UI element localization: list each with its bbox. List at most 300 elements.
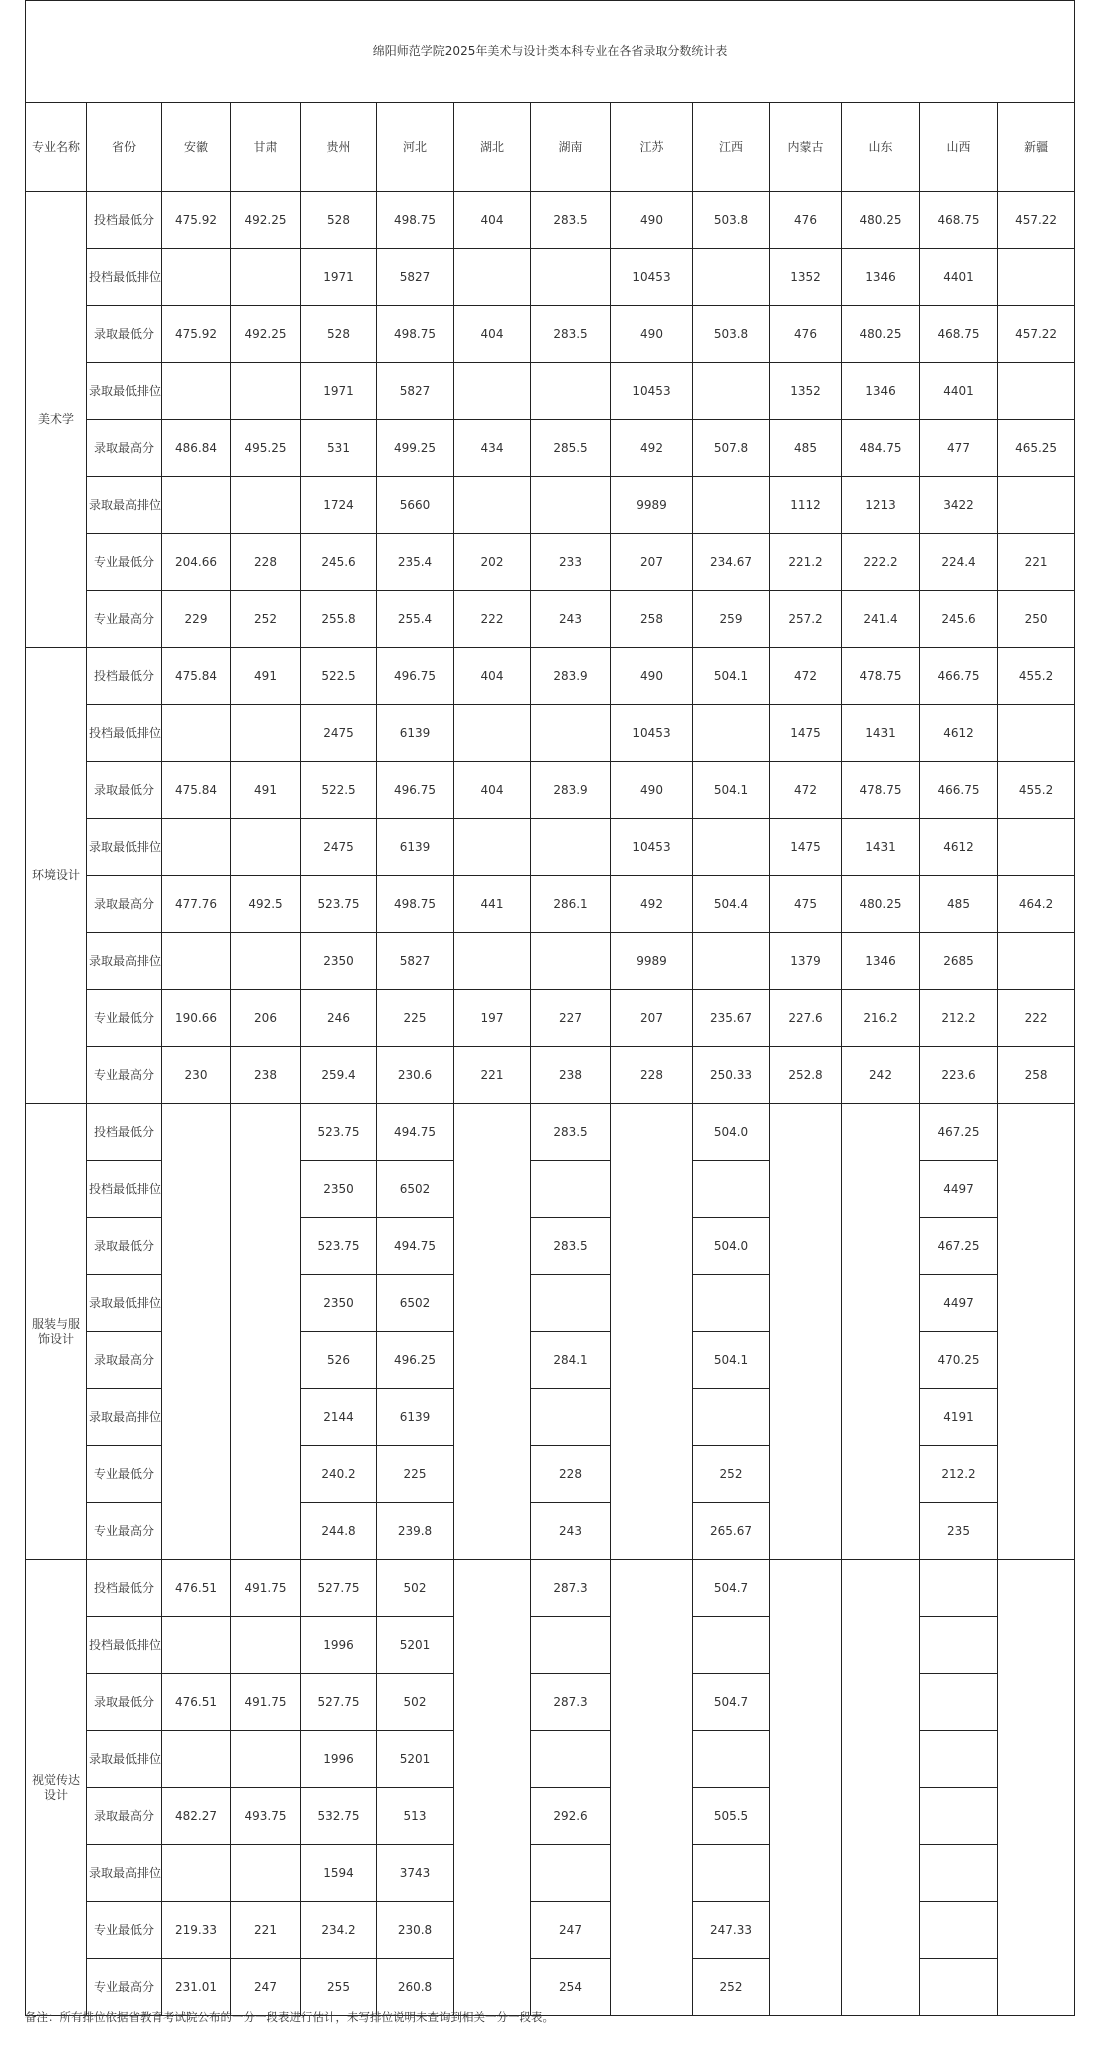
metric-label-cell: 专业最低分: [87, 1446, 162, 1503]
score-cell: 4191: [920, 1389, 998, 1446]
score-cell: 491: [231, 648, 301, 705]
metric-label-cell: 录取最高排位: [87, 933, 162, 990]
score-cell: 5827: [377, 933, 454, 990]
score-cell: 283.9: [531, 762, 611, 819]
score-cell: [998, 933, 1075, 990]
score-cell: 247: [231, 1959, 301, 2016]
score-cell: 5201: [377, 1617, 454, 1674]
score-cell: 480.25: [842, 876, 920, 933]
score-cell: 2350: [301, 1161, 377, 1218]
header-province-1: 甘肃: [231, 103, 301, 192]
major-name-cell: 环境设计: [26, 648, 87, 1104]
score-cell: [920, 1731, 998, 1788]
score-cell: 492.5: [231, 876, 301, 933]
score-cell: [920, 1617, 998, 1674]
score-cell: 492.25: [231, 306, 301, 363]
score-cell: 206: [231, 990, 301, 1047]
score-cell: 287.3: [531, 1560, 611, 1617]
score-cell: [998, 705, 1075, 762]
score-cell: 5827: [377, 249, 454, 306]
score-cell: 478.75: [842, 762, 920, 819]
score-cell: 228: [231, 534, 301, 591]
major-name-cell: 服装与服饰设计: [26, 1104, 87, 1560]
table-row: [26, 933, 1075, 990]
score-cell: 1346: [842, 249, 920, 306]
score-cell: 241.4: [842, 591, 920, 648]
metric-label-cell: 投档最低分: [87, 1104, 162, 1161]
score-cell: 475.92: [162, 306, 231, 363]
score-cell: 225: [377, 1446, 454, 1503]
score-cell: 227: [531, 990, 611, 1047]
metric-label-cell: 投档最低排位: [87, 1617, 162, 1674]
score-cell: [162, 363, 231, 420]
score-cell: [231, 933, 301, 990]
score-cell: 231.01: [162, 1959, 231, 2016]
score-cell: 468.75: [920, 192, 998, 249]
score-cell: [162, 477, 231, 534]
header-province-0: 安徽: [162, 103, 231, 192]
score-cell: 2350: [301, 1275, 377, 1332]
score-cell: 1971: [301, 363, 377, 420]
score-cell: 476: [770, 306, 842, 363]
metric-label-cell: 专业最高分: [87, 1503, 162, 1560]
header-province-4: 湖北: [454, 103, 531, 192]
score-cell: 283.5: [531, 1218, 611, 1275]
score-cell: 258: [611, 591, 693, 648]
score-cell: 467.25: [920, 1218, 998, 1275]
score-cell: 464.2: [998, 876, 1075, 933]
table-row: [26, 876, 1075, 933]
metric-label-cell: 专业最高分: [87, 1959, 162, 2016]
score-cell: 441: [454, 876, 531, 933]
score-cell: 528: [301, 192, 377, 249]
score-cell: 504.7: [693, 1560, 770, 1617]
score-cell: [920, 1788, 998, 1845]
score-cell: 239.8: [377, 1503, 454, 1560]
score-cell: 2685: [920, 933, 998, 990]
empty-merged-cell: [611, 1104, 693, 1560]
score-cell: [693, 705, 770, 762]
score-cell: 2475: [301, 705, 377, 762]
table-row: [26, 306, 1075, 363]
score-cell: 283.5: [531, 1104, 611, 1161]
score-cell: [920, 1560, 998, 1617]
score-cell: [998, 477, 1075, 534]
score-cell: [531, 1275, 611, 1332]
score-cell: 498.75: [377, 192, 454, 249]
metric-label-cell: 投档最低分: [87, 192, 162, 249]
score-cell: 498.75: [377, 306, 454, 363]
score-cell: 197: [454, 990, 531, 1047]
table-row: [26, 705, 1075, 762]
score-cell: [531, 705, 611, 762]
score-cell: 259: [693, 591, 770, 648]
score-cell: 238: [231, 1047, 301, 1104]
score-cell: 523.75: [301, 876, 377, 933]
table-row: [26, 249, 1075, 306]
score-cell: 10453: [611, 705, 693, 762]
score-cell: 1431: [842, 819, 920, 876]
score-cell: [162, 819, 231, 876]
score-cell: 1379: [770, 933, 842, 990]
score-cell: 234.67: [693, 534, 770, 591]
score-cell: [454, 363, 531, 420]
score-cell: 238: [531, 1047, 611, 1104]
score-cell: 2475: [301, 819, 377, 876]
header-row: [26, 103, 1075, 192]
score-cell: 9989: [611, 933, 693, 990]
score-cell: 9989: [611, 477, 693, 534]
score-cell: 204.66: [162, 534, 231, 591]
score-cell: 490: [611, 648, 693, 705]
header-province-10: 山西: [920, 103, 998, 192]
empty-merged-cell: [454, 1560, 531, 2016]
score-cell: 504.1: [693, 648, 770, 705]
metric-label-cell: 录取最高分: [87, 876, 162, 933]
score-cell: 235.4: [377, 534, 454, 591]
score-cell: 221: [454, 1047, 531, 1104]
score-cell: 230.8: [377, 1902, 454, 1959]
score-cell: 2350: [301, 933, 377, 990]
score-cell: 491.75: [231, 1560, 301, 1617]
score-cell: 250: [998, 591, 1075, 648]
admission-score-table: [25, 0, 1075, 2016]
score-cell: 455.2: [998, 762, 1075, 819]
score-cell: 202: [454, 534, 531, 591]
metric-label-cell: 投档最低分: [87, 1560, 162, 1617]
title-row: [26, 1, 1075, 103]
metric-label-cell: 专业最低分: [87, 990, 162, 1047]
header-province-7: 江西: [693, 103, 770, 192]
score-cell: 235.67: [693, 990, 770, 1047]
table-row: [26, 1560, 1075, 1617]
score-cell: 1352: [770, 249, 842, 306]
metric-label-cell: 投档最低排位: [87, 1161, 162, 1218]
table-row: [26, 762, 1075, 819]
score-cell: 285.5: [531, 420, 611, 477]
score-cell: [920, 1845, 998, 1902]
score-cell: 207: [611, 990, 693, 1047]
empty-merged-cell: [770, 1104, 842, 1560]
score-cell: [531, 933, 611, 990]
score-cell: [693, 1731, 770, 1788]
score-cell: 4612: [920, 819, 998, 876]
metric-label-cell: 录取最低分: [87, 306, 162, 363]
score-cell: 477.76: [162, 876, 231, 933]
score-cell: 287.3: [531, 1674, 611, 1731]
score-cell: 455.2: [998, 648, 1075, 705]
score-cell: 4401: [920, 249, 998, 306]
empty-merged-cell: [998, 1560, 1075, 2016]
empty-merged-cell: [162, 1104, 231, 1560]
table-row: [26, 819, 1075, 876]
score-cell: 292.6: [531, 1788, 611, 1845]
metric-label-cell: 投档最低分: [87, 648, 162, 705]
score-cell: 495.25: [231, 420, 301, 477]
score-cell: [693, 363, 770, 420]
score-cell: 475.84: [162, 762, 231, 819]
score-cell: 434: [454, 420, 531, 477]
score-cell: 526: [301, 1332, 377, 1389]
metric-label-cell: 录取最高分: [87, 1332, 162, 1389]
score-cell: 229: [162, 591, 231, 648]
score-cell: 480.25: [842, 306, 920, 363]
score-cell: 504.1: [693, 762, 770, 819]
table-row: [26, 534, 1075, 591]
metric-label-cell: 录取最低分: [87, 762, 162, 819]
score-cell: 457.22: [998, 192, 1075, 249]
score-cell: 4401: [920, 363, 998, 420]
score-cell: [454, 477, 531, 534]
score-cell: 222.2: [842, 534, 920, 591]
score-cell: 212.2: [920, 1446, 998, 1503]
score-cell: 504.7: [693, 1674, 770, 1731]
score-cell: 245.6: [920, 591, 998, 648]
metric-label-cell: 专业最高分: [87, 591, 162, 648]
empty-merged-cell: [842, 1560, 920, 2016]
metric-label-cell: 录取最高排位: [87, 1845, 162, 1902]
metric-label-cell: 录取最低排位: [87, 1731, 162, 1788]
score-cell: [162, 705, 231, 762]
score-cell: 252.8: [770, 1047, 842, 1104]
metric-label-cell: 专业最高分: [87, 1047, 162, 1104]
score-cell: 505.5: [693, 1788, 770, 1845]
score-cell: 6139: [377, 819, 454, 876]
empty-merged-cell: [842, 1104, 920, 1560]
header-province-8: 内蒙古: [770, 103, 842, 192]
score-cell: 404: [454, 762, 531, 819]
score-cell: 504.0: [693, 1218, 770, 1275]
score-cell: 244.8: [301, 1503, 377, 1560]
score-cell: 207: [611, 534, 693, 591]
empty-merged-cell: [454, 1104, 531, 1560]
score-cell: 1352: [770, 363, 842, 420]
score-cell: 4497: [920, 1161, 998, 1218]
score-cell: 1112: [770, 477, 842, 534]
score-cell: 283.5: [531, 306, 611, 363]
metric-label-cell: 录取最低排位: [87, 1275, 162, 1332]
score-cell: 190.66: [162, 990, 231, 1047]
score-cell: 477: [920, 420, 998, 477]
score-cell: 496.75: [377, 762, 454, 819]
score-cell: 260.8: [377, 1959, 454, 2016]
score-cell: 6502: [377, 1161, 454, 1218]
score-cell: 233: [531, 534, 611, 591]
score-cell: [454, 249, 531, 306]
table-row: [26, 1104, 1075, 1161]
score-cell: 1594: [301, 1845, 377, 1902]
empty-merged-cell: [231, 1104, 301, 1560]
score-cell: 1996: [301, 1617, 377, 1674]
empty-merged-cell: [770, 1560, 842, 2016]
score-cell: 1346: [842, 363, 920, 420]
score-cell: 496.75: [377, 648, 454, 705]
score-cell: 10453: [611, 819, 693, 876]
score-cell: [920, 1959, 998, 2016]
score-cell: 6502: [377, 1275, 454, 1332]
score-cell: 227.6: [770, 990, 842, 1047]
score-cell: 523.75: [301, 1104, 377, 1161]
score-cell: 1724: [301, 477, 377, 534]
score-cell: [998, 819, 1075, 876]
header-province-11: 新疆: [998, 103, 1075, 192]
score-cell: 221.2: [770, 534, 842, 591]
score-cell: 490: [611, 306, 693, 363]
score-cell: 475.84: [162, 648, 231, 705]
score-cell: 472: [770, 648, 842, 705]
score-cell: 6139: [377, 1389, 454, 1446]
score-cell: 527.75: [301, 1560, 377, 1617]
score-cell: 228: [531, 1446, 611, 1503]
score-cell: 493.75: [231, 1788, 301, 1845]
score-cell: [531, 819, 611, 876]
score-cell: 2144: [301, 1389, 377, 1446]
score-cell: [162, 1731, 231, 1788]
score-cell: [920, 1674, 998, 1731]
score-cell: [998, 249, 1075, 306]
score-cell: 1996: [301, 1731, 377, 1788]
score-cell: [531, 1617, 611, 1674]
major-name-cell: 视觉传达设计: [26, 1560, 87, 2016]
score-table-container: [25, 0, 1074, 2016]
score-cell: [454, 933, 531, 990]
score-cell: 6139: [377, 705, 454, 762]
score-cell: 491: [231, 762, 301, 819]
score-cell: [531, 1845, 611, 1902]
score-cell: 502: [377, 1560, 454, 1617]
table-row: [26, 648, 1075, 705]
score-cell: 255: [301, 1959, 377, 2016]
score-cell: 243: [531, 591, 611, 648]
score-cell: 255.8: [301, 591, 377, 648]
score-cell: 223.6: [920, 1047, 998, 1104]
score-cell: [693, 1161, 770, 1218]
score-cell: 250.33: [693, 1047, 770, 1104]
score-cell: 465.25: [998, 420, 1075, 477]
table-row: [26, 192, 1075, 249]
score-cell: 457.22: [998, 306, 1075, 363]
score-cell: [693, 1389, 770, 1446]
metric-label-cell: 录取最高分: [87, 420, 162, 477]
score-cell: 1971: [301, 249, 377, 306]
footnote: 备注：所有排位依据省教育考试院公布的一分一段表进行估计，未写排位说明未查询到相关一分一段表。: [25, 2010, 554, 2024]
metric-label-cell: 投档最低排位: [87, 705, 162, 762]
score-cell: 499.25: [377, 420, 454, 477]
score-cell: 468.75: [920, 306, 998, 363]
score-cell: 252: [231, 591, 301, 648]
score-cell: [531, 249, 611, 306]
score-cell: 480.25: [842, 192, 920, 249]
score-cell: [454, 705, 531, 762]
score-cell: 245.6: [301, 534, 377, 591]
score-cell: 478.75: [842, 648, 920, 705]
score-cell: 490: [611, 192, 693, 249]
score-cell: 492: [611, 420, 693, 477]
score-cell: 1346: [842, 933, 920, 990]
score-cell: 1475: [770, 705, 842, 762]
score-cell: 265.67: [693, 1503, 770, 1560]
score-cell: 475: [770, 876, 842, 933]
score-cell: 472: [770, 762, 842, 819]
score-cell: [693, 1845, 770, 1902]
score-cell: 252: [693, 1446, 770, 1503]
metric-label-cell: 录取最高分: [87, 1788, 162, 1845]
score-cell: 503.8: [693, 192, 770, 249]
score-cell: [162, 1845, 231, 1902]
score-cell: 10453: [611, 363, 693, 420]
score-cell: 259.4: [301, 1047, 377, 1104]
empty-merged-cell: [998, 1104, 1075, 1560]
score-cell: 286.1: [531, 876, 611, 933]
score-cell: 3743: [377, 1845, 454, 1902]
score-cell: [231, 477, 301, 534]
score-cell: 222: [454, 591, 531, 648]
score-cell: [531, 1161, 611, 1218]
score-cell: 502: [377, 1674, 454, 1731]
score-cell: 257.2: [770, 591, 842, 648]
major-name-cell: 美术学: [26, 192, 87, 648]
score-cell: 475.92: [162, 192, 231, 249]
header-province-5: 湖南: [531, 103, 611, 192]
score-cell: 476.51: [162, 1560, 231, 1617]
score-cell: 1213: [842, 477, 920, 534]
score-cell: 284.1: [531, 1332, 611, 1389]
score-cell: 1475: [770, 819, 842, 876]
score-cell: 528: [301, 306, 377, 363]
metric-label-cell: 录取最高排位: [87, 1389, 162, 1446]
header-province-9: 山东: [842, 103, 920, 192]
score-cell: 3422: [920, 477, 998, 534]
score-cell: 258: [998, 1047, 1075, 1104]
score-cell: 404: [454, 306, 531, 363]
metric-label-cell: 录取最低排位: [87, 819, 162, 876]
score-cell: [231, 1731, 301, 1788]
header-major: 专业名称: [26, 103, 87, 192]
score-cell: 404: [454, 648, 531, 705]
score-cell: [920, 1902, 998, 1959]
score-cell: 523.75: [301, 1218, 377, 1275]
score-cell: 225: [377, 990, 454, 1047]
score-cell: 466.75: [920, 762, 998, 819]
score-cell: [693, 477, 770, 534]
score-cell: 247: [531, 1902, 611, 1959]
score-cell: 252: [693, 1959, 770, 2016]
score-cell: 219.33: [162, 1902, 231, 1959]
table-row: [26, 420, 1075, 477]
score-cell: 212.2: [920, 990, 998, 1047]
score-cell: 234.2: [301, 1902, 377, 1959]
score-cell: 532.75: [301, 1788, 377, 1845]
score-cell: [231, 249, 301, 306]
metric-label-cell: 录取最低分: [87, 1218, 162, 1275]
score-cell: 490: [611, 762, 693, 819]
table-row: [26, 591, 1075, 648]
score-cell: [693, 819, 770, 876]
score-cell: [693, 933, 770, 990]
table-title: 绵阳师范学院2025年美术与设计类本科专业在各省录取分数统计表: [26, 1, 1075, 103]
table-row: [26, 1047, 1075, 1104]
score-cell: 531: [301, 420, 377, 477]
score-cell: 221: [231, 1902, 301, 1959]
score-cell: 224.4: [920, 534, 998, 591]
score-cell: 216.2: [842, 990, 920, 1047]
score-cell: 4497: [920, 1275, 998, 1332]
score-cell: 522.5: [301, 648, 377, 705]
score-cell: 404: [454, 192, 531, 249]
score-cell: 470.25: [920, 1332, 998, 1389]
score-cell: 5660: [377, 477, 454, 534]
score-cell: 504.1: [693, 1332, 770, 1389]
